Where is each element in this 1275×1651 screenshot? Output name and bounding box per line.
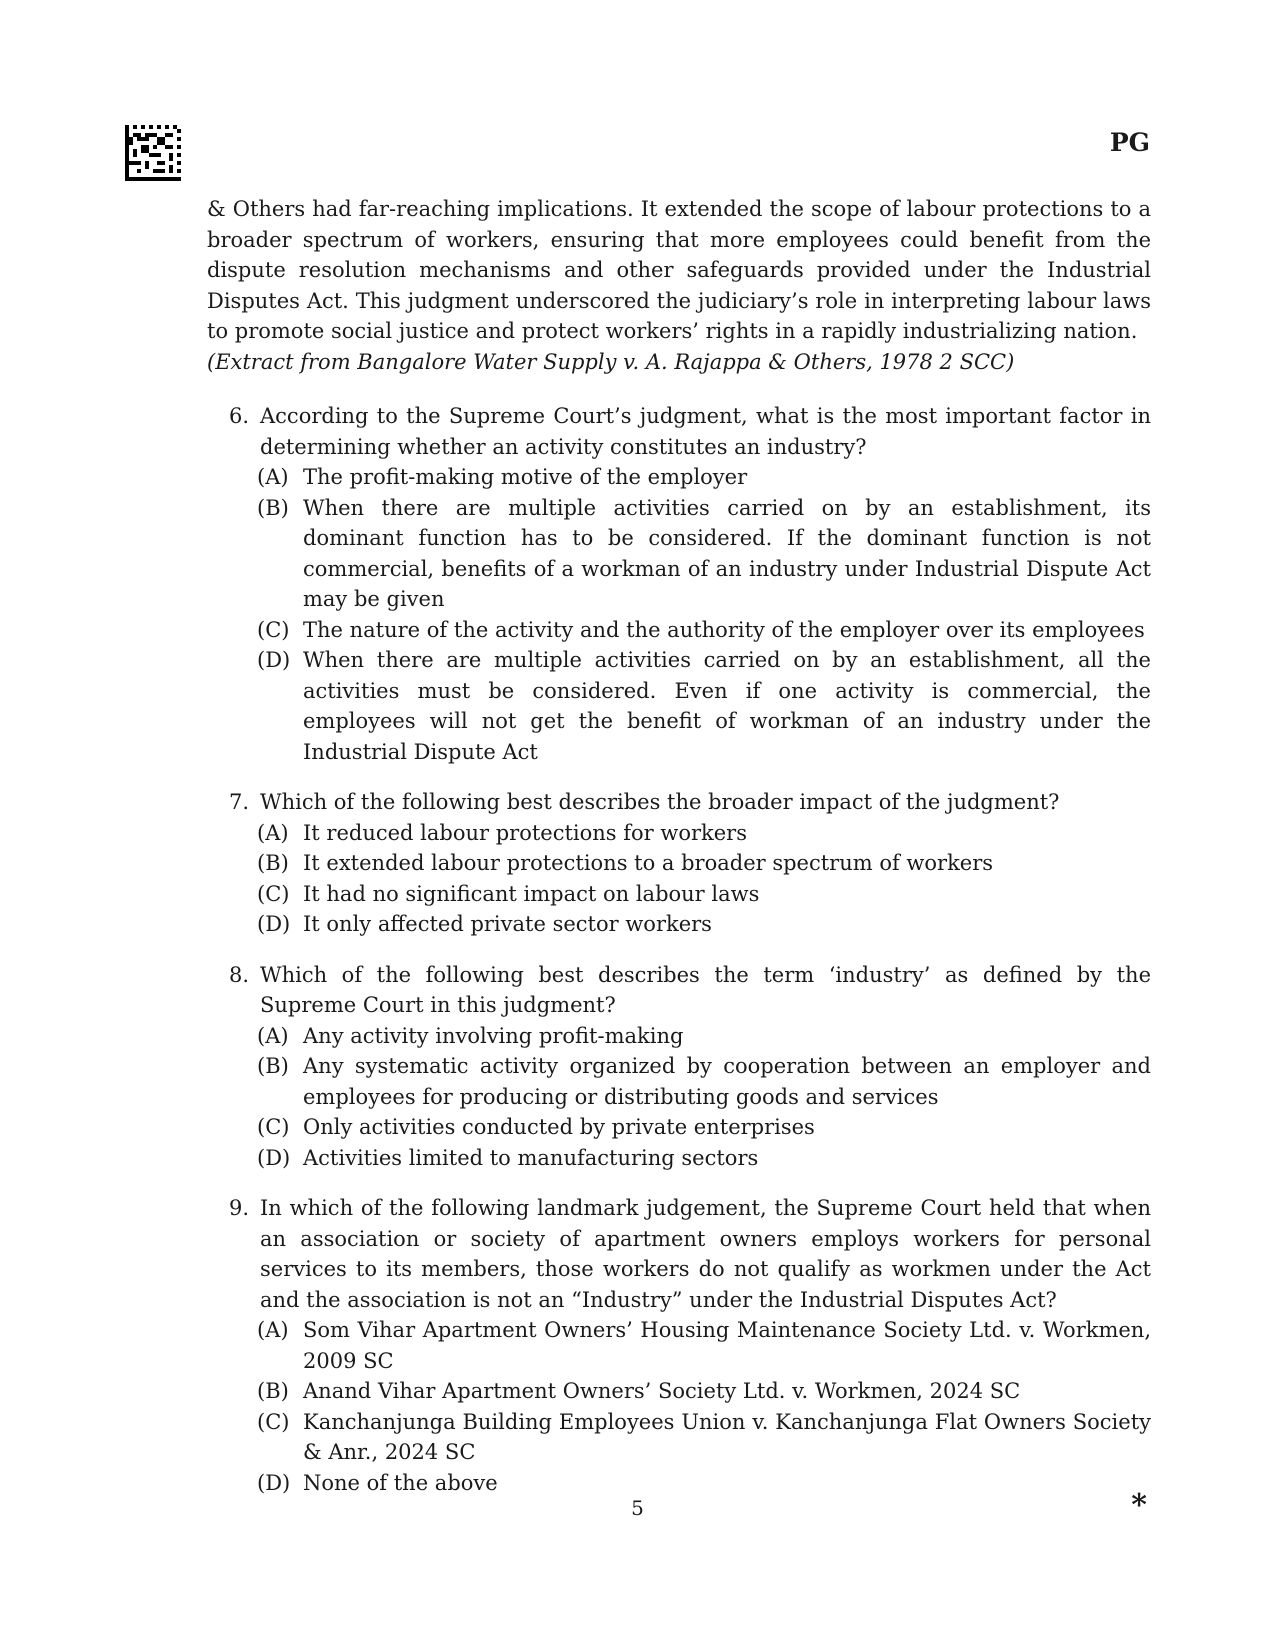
option-text: It reduced labour protections for workers <box>303 820 747 845</box>
option <box>257 909 1151 940</box>
option <box>257 818 1151 849</box>
passage-paragraph: & Others had far-reaching implications. It extended the scope of labour protections to a broader spectrum of workers, ensuring that more employees could benefit from the dispute resolution mechanisms and other safeguards provided under the Industrial Disputes Act. This judgment underscored the judiciary’s role in interpreting labour laws to promote social justice and protect workers’ rights in a rapidly industrializing nation. <box>207 197 1151 343</box>
question-8 <box>207 960 1151 1174</box>
option <box>257 645 1151 767</box>
option-text: It only affected private sector workers <box>303 912 712 936</box>
question-number: 7. <box>229 790 250 814</box>
page-number: 5 <box>631 1496 644 1520</box>
question-list <box>207 401 1151 1498</box>
option <box>257 493 1151 615</box>
option-text: Kanchanjunga Building Employees Union v. Kanchanjunga Flat Owners Society & Anr., 2024 SC <box>303 1409 1151 1464</box>
page-content <box>207 194 1151 1518</box>
option-label: (D) <box>257 648 291 672</box>
option <box>257 1051 1151 1112</box>
question-number: 6. <box>229 404 250 428</box>
question-number: 9. <box>229 1196 250 1220</box>
option-label: (A) <box>257 1023 289 1048</box>
option-label: (A) <box>257 820 289 845</box>
passage-extract-citation: (Extract from Bangalore Water Supply v. A. Rajappa & Others, 1978 2 SCC) <box>207 349 1015 374</box>
option-text: When there are multiple activities carried on by an establishment, all the activities must be considered. Even if one activity is commercial, the employees will not get the benefit of workman of an industry under the Industrial Dispute Act <box>303 648 1151 764</box>
data-matrix-code-icon <box>125 125 181 181</box>
option-text: It extended labour protections to a broader spectrum of workers <box>303 851 994 875</box>
option <box>257 615 1151 646</box>
question-9 <box>207 1193 1151 1498</box>
option-label: (B) <box>257 495 289 520</box>
passage <box>207 194 1151 377</box>
option-label: (B) <box>257 1054 289 1078</box>
question-number: 8. <box>229 962 250 987</box>
option-label: (C) <box>257 1409 290 1434</box>
option-label: (A) <box>257 1318 289 1342</box>
option <box>257 1021 1151 1052</box>
option <box>257 848 1151 879</box>
option-label: (B) <box>257 1379 289 1403</box>
option <box>257 462 1151 493</box>
question-text: Which of the following best describes the term ‘industry’ as defined by the Supreme Court in this judgment? <box>260 962 1151 1017</box>
option-label: (A) <box>257 465 289 489</box>
option <box>257 879 1151 910</box>
option-text: Any systematic activity organized by cooperation between an employer and employees for producing or distributing goods and services <box>303 1054 1151 1109</box>
option-text: Anand Vihar Apartment Owners’ Society Ltd. v. Workmen, 2024 SC <box>303 1379 1021 1403</box>
option-label: (C) <box>257 881 290 906</box>
option-text: Activities limited to manufacturing sectors <box>303 1145 759 1170</box>
option-label: (D) <box>257 912 291 936</box>
option-text: Only activities conducted by private enterprises <box>303 1115 815 1139</box>
question-6 <box>207 401 1151 767</box>
question-text: In which of the following landmark judgement, the Supreme Court held that when an association or society of apartment owners employs workers for personal services to its members, those workers do not qualify as workmen under the Act and the association is not an “Industry” under the Industrial Disputes Act? <box>260 1196 1151 1312</box>
option-text: None of the above <box>303 1470 498 1495</box>
option-text: It had no significant impact on labour laws <box>303 881 760 906</box>
option-text: The profit-making motive of the employer <box>303 465 748 489</box>
option-text: Som Vihar Apartment Owners’ Housing Maintenance Society Ltd. v. Workmen, 2009 SC <box>303 1318 1151 1373</box>
option <box>257 1315 1151 1376</box>
paper-code: PG <box>1109 128 1150 157</box>
option-text: The nature of the activity and the authority of the employer over its employees <box>303 617 1145 642</box>
option-label: (C) <box>257 1115 290 1139</box>
option <box>257 1376 1151 1407</box>
question-7 <box>207 787 1151 940</box>
option-text: Any activity involving profit-making <box>303 1023 684 1048</box>
footer-star-mark: * <box>1131 1488 1147 1523</box>
option <box>257 1468 1151 1499</box>
option-text: When there are multiple activities carried on by an establishment, its dominant function has to be considered. If the dominant function is not commercial, benefits of a workman of an industry under Industrial Dispute Act may be given <box>303 495 1151 611</box>
option-label: (D) <box>257 1470 291 1495</box>
question-text: According to the Supreme Court’s judgment, what is the most important factor in determining whether an activity constitutes an industry? <box>260 404 1151 459</box>
option <box>257 1112 1151 1143</box>
option-label: (D) <box>257 1145 291 1170</box>
option <box>257 1407 1151 1468</box>
option <box>257 1143 1151 1174</box>
question-text: Which of the following best describes the broader impact of the judgment? <box>260 790 1060 814</box>
option-label: (C) <box>257 617 290 642</box>
option-label: (B) <box>257 851 289 875</box>
